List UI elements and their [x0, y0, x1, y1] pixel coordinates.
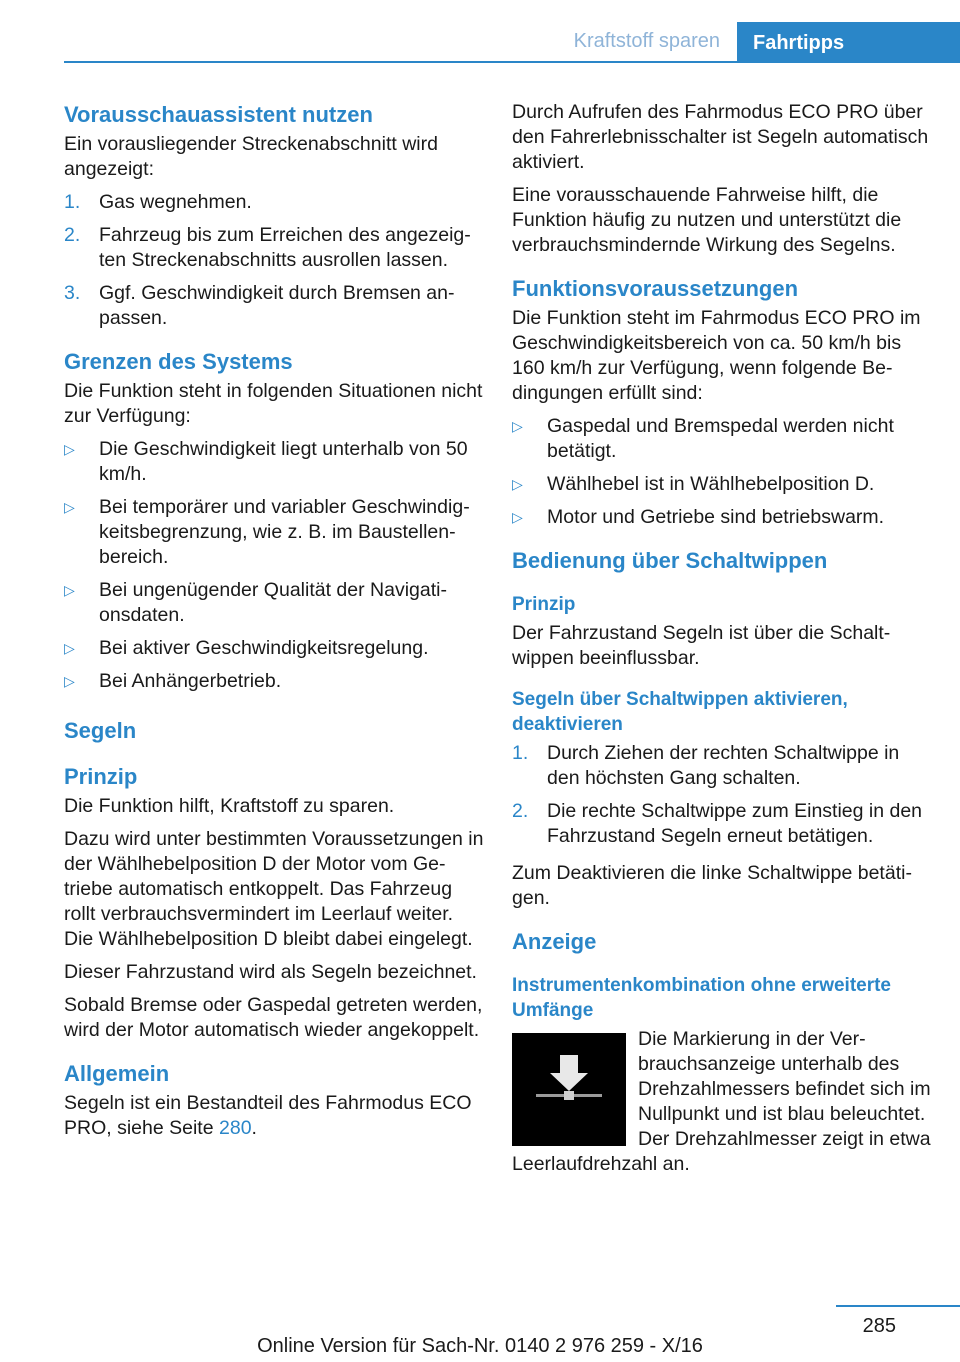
list-item	[64, 437, 484, 487]
header-chapter-tab: Fahrtipps	[737, 22, 960, 62]
list-item	[512, 414, 932, 464]
step-number: 2.	[64, 224, 81, 246]
step-number: 1.	[64, 191, 81, 213]
list-item	[64, 190, 484, 215]
list-item	[512, 505, 932, 530]
list-item	[64, 495, 484, 570]
triangle-bullet-icon: ▷	[64, 640, 75, 656]
step-text: Gas wegnehmen.	[99, 191, 252, 213]
paragraph: Die Funktion hilft, Kraftstoff zu sparen.	[64, 795, 395, 817]
subheading-aktivieren: Segeln über Schaltwippen aktivieren, deaktivieren	[512, 689, 848, 735]
paragraph: Dazu wird unter bestimmten Voraussetzungen in der Wählhebelposition D der Motor vom Getriebe automatisch entkoppelt. Das Fahrzeug rollt verbrauchsvermindert im Leerlauf weiter. Die Wählhebelposition D bleibt dabei eingelegt.	[64, 828, 484, 950]
paragraph-grenzen: Die Funktion steht in folgenden Situationen nicht zur Verfügung:	[64, 380, 483, 427]
list-item	[64, 223, 484, 273]
subheading-prinzip: Prinzip	[512, 594, 576, 615]
paragraph-anzeige: Die Markierung in der Verbrauchsanzeige unterhalb des Drehzahlmessers befindet sich im Nullpunkt und ist blau beleuchtet. Der Drehzahlmesser zeigt in etwa Leerlaufdrehzahl an.	[512, 1028, 931, 1175]
heading-vorausschau: Vorausschauassistent nutzen	[64, 102, 373, 127]
list-item-text: Motor und Getriebe sind betriebswarm.	[547, 506, 885, 528]
list-item	[64, 636, 484, 661]
paragraph-text: Segeln ist ein Bestandteil des Fahrmodus ECO PRO, siehe Seite	[64, 1092, 472, 1139]
heading-anzeige: Anzeige	[512, 929, 597, 954]
aktivieren-steps	[512, 741, 932, 849]
list-item-text: Bei ungenügender Qualität der Navigationsdaten.	[99, 579, 447, 626]
funktion-list	[512, 414, 932, 530]
triangle-bullet-icon: ▷	[512, 476, 523, 492]
list-item-text: Die Geschwindigkeit liegt unterhalb von 50 km/h.	[99, 438, 468, 485]
triangle-bullet-icon: ▷	[64, 673, 75, 689]
step-text: Durch Ziehen der rechten Schaltwippe in den höchsten Gang schalten.	[547, 742, 900, 789]
step-number: 2.	[512, 800, 529, 822]
list-item-text: Bei aktiver Geschwindigkeitsregelung.	[99, 637, 429, 659]
down-arrow-icon	[512, 1033, 626, 1146]
paragraph: Sobald Bremse oder Gaspedal getreten werden, wird der Motor automatisch wieder angekoppelt.	[64, 994, 483, 1041]
paragraph: Durch Aufrufen des Fahrmodus ECO PRO über den Fahrerlebnisschalter ist Segeln automatisch aktiviert.	[512, 101, 929, 173]
list-item	[64, 669, 484, 694]
step-text: Ggf. Geschwindigkeit durch Bremsen anpassen.	[99, 282, 455, 329]
triangle-bullet-icon: ▷	[64, 582, 75, 598]
paragraph-text: .	[251, 1117, 257, 1139]
paragraph-vorausschau: Ein vorausliegender Streckenabschnitt wird angezeigt:	[64, 133, 438, 180]
list-item	[512, 472, 932, 497]
list-item-text: Bei Anhängerbetrieb.	[99, 670, 282, 692]
subheading-instrument: Instrumentenkombination ohne erweiterte Umfänge	[512, 975, 891, 1021]
header-section-title: Kraftstoff sparen	[573, 30, 720, 52]
step-number: 1.	[512, 742, 529, 764]
step-number: 3.	[64, 282, 81, 304]
heading-prinzip: Prinzip	[64, 764, 138, 789]
paragraph-funktion: Die Funktion steht im Fahrmodus ECO PRO im Geschwindigkeitsbereich von ca. 50 km/h bis 160 km/h zur Verfügung, wenn folgende Bedingungen erfüllt sind:	[512, 307, 921, 404]
paragraph-deaktivieren: Zum Deaktivieren die linke Schaltwippe betätigen.	[512, 862, 912, 909]
heading-grenzen: Grenzen des Systems	[64, 349, 293, 374]
page-link[interactable]: 280	[219, 1117, 252, 1139]
triangle-bullet-icon: ▷	[512, 509, 523, 525]
list-item	[64, 281, 484, 331]
list-item-text: Gaspedal und Bremspedal werden nicht betätigt.	[547, 415, 894, 462]
paragraph-prinzip: Der Fahrzustand Segeln ist über die Schaltwippen beeinflussbar.	[512, 622, 891, 669]
step-text: Fahrzeug bis zum Erreichen des angezeigten Streckenabschnitts ausrollen lassen.	[99, 224, 471, 271]
grenzen-list	[64, 437, 484, 694]
paragraph: Eine vorausschauende Fahrweise hilft, die Funktion häufig zu nutzen und unterstützt die verbrauchsmindernde Wirkung des Segelns.	[512, 184, 902, 256]
triangle-bullet-icon: ▷	[64, 441, 75, 457]
right-column	[512, 100, 932, 1185]
paragraph-allgemein	[64, 1091, 484, 1141]
anzeige-block	[512, 1027, 932, 1177]
left-column	[64, 100, 484, 1149]
header-rule	[64, 61, 960, 63]
list-item	[512, 799, 932, 849]
heading-segeln: Segeln	[64, 718, 137, 743]
heading-funktion: Funktionsvoraussetzungen	[512, 276, 799, 301]
page-number-rule	[836, 1305, 960, 1307]
footer-text: Online Version für Sach-Nr. 0140 2 976 259 - X/16	[257, 1335, 703, 1357]
vorausschau-steps	[64, 190, 484, 331]
coasting-indicator-image	[512, 1033, 626, 1146]
list-item-text: Wählhebel ist in Wählhebelposition D.	[547, 473, 875, 495]
list-item-text: Bei temporärer und variabler Geschwindigkeitsbegrenzung, wie z. B. im Baustellenbereich.	[99, 496, 470, 568]
list-item	[64, 578, 484, 628]
step-text: Die rechte Schaltwippe zum Einstieg in den Fahrzustand Segeln erneut betätigen.	[547, 800, 923, 847]
triangle-bullet-icon: ▷	[512, 418, 523, 434]
heading-allgemein: Allgemein	[64, 1061, 170, 1086]
list-item	[512, 741, 932, 791]
triangle-bullet-icon: ▷	[64, 499, 75, 515]
page-number: 285	[862, 1315, 896, 1337]
heading-bedienung: Bedienung über Schaltwippen	[512, 548, 828, 573]
paragraph: Dieser Fahrzustand wird als Segeln bezeichnet.	[64, 961, 477, 983]
